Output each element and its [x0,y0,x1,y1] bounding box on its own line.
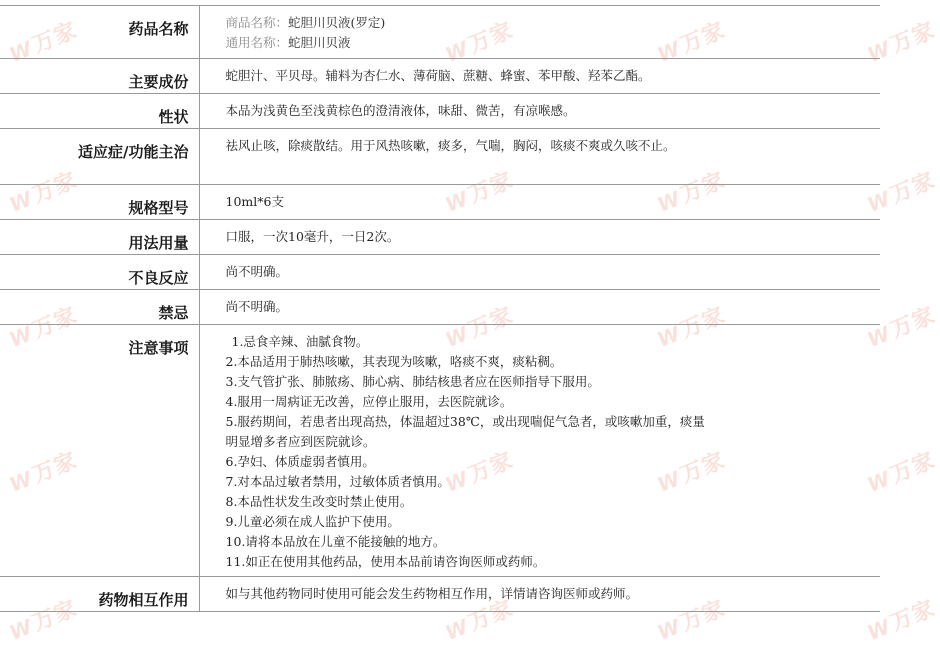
value-ingredients: 蛇胆汁、平贝母。辅料为杏仁水、薄荷脑、蔗糖、蜂蜜、苯甲酸、羟苯乙酯。 [199,59,880,94]
precaution-item: 9.儿童必须在成人监护下使用。 [225,514,400,529]
row-indications [0,129,880,185]
watermark: W万家 [653,303,730,352]
watermark: W万家 [653,168,730,217]
trade-name-prefix: 商品名称： [225,15,289,30]
value-indications: 祛风止咳，除痰散结。用于风热咳嗽，痰多，气喘，胸闷，咳痰不爽或久咳不止。 [199,129,880,185]
watermark: W万家 [863,448,940,497]
watermark: W万家 [863,303,940,352]
watermark: W万家 [441,303,518,352]
watermark: W万家 [5,168,82,217]
row-ingredients [0,59,880,94]
watermark: W万家 [5,303,82,352]
value-precautions [199,325,880,577]
row-dosage [0,220,880,255]
precaution-item: 2.本品适用于肺热咳嗽，其表现为咳嗽，咯痰不爽，痰粘稠。 [225,354,563,369]
row-adverse [0,255,880,290]
precaution-item: 3.支气管扩张、肺脓疡、肺心病、肺结核患者应在医师指导下服用。 [225,374,600,389]
precaution-item: 7.对本品过敏者禁用，过敏体质者慎用。 [225,474,450,489]
watermark: W万家 [863,596,940,645]
label-adverse: 不良反应 [0,255,199,290]
row-spec [0,185,880,220]
label-appearance: 性状 [0,94,199,129]
value-dosage: 口服，一次10毫升，一日2次。 [199,220,880,255]
precaution-item: 10.请将本品放在儿童不能接触的地方。 [225,534,446,549]
value-drug-name [199,6,880,59]
watermark: W万家 [863,168,940,217]
watermark: W万家 [5,596,82,645]
precaution-item: 4.服用一周病证无改善，应停止服用，去医院就诊。 [225,394,513,409]
precaution-item: 8.本品性状发生改变时禁止使用。 [225,494,413,509]
watermark: W万家 [653,448,730,497]
label-ingredients: 主要成份 [0,59,199,94]
generic-name: 蛇胆川贝液 [288,35,351,50]
trade-name-line [226,13,881,33]
watermark: W万家 [653,596,730,645]
label-contraindications: 禁忌 [0,290,199,325]
label-spec: 规格型号 [0,185,199,220]
watermark: W万家 [441,168,518,217]
label-precautions: 注意事项 [0,325,199,577]
generic-name-prefix: 通用名称： [225,35,289,50]
label-dosage: 用法用量 [0,220,199,255]
label-indications: 适应症/功能主治 [0,129,199,185]
value-spec: 10ml*6支 [199,185,880,220]
label-interactions: 药物相互作用 [0,577,199,612]
row-appearance [0,94,880,129]
precaution-item: 5.服药期间，若患者出现高热，体温超过38℃，或出现喘促气急者，或咳嗽加重，痰量 [225,414,705,429]
watermark: W万家 [5,18,82,67]
generic-name-line [226,33,881,53]
watermark: W万家 [653,18,730,67]
value-contraindications: 尚不明确。 [199,290,880,325]
value-interactions: 如与其他药物同时使用可能会发生药物相互作用，详情请咨询医师或药师。 [199,577,880,612]
value-adverse: 尚不明确。 [199,255,880,290]
trade-name: 蛇胆川贝液(罗定) [288,15,386,30]
precaution-item: 6.孕妇、体质虚弱者慎用。 [225,454,375,469]
watermark: W万家 [863,18,940,67]
watermark: W万家 [441,448,518,497]
precaution-item: 11.如正在使用其他药品，使用本品前请咨询医师或药师。 [225,554,546,569]
watermark: W万家 [5,448,82,497]
precaution-item: 明显增多者应到医院就诊。 [225,434,376,449]
row-drug-name [0,6,880,59]
label-drug-name: 药品名称 [0,6,199,59]
row-precautions [0,325,880,577]
drug-spec-table [0,5,880,612]
row-contraindications [0,290,880,325]
watermark: W万家 [441,18,518,67]
row-interactions [0,577,880,612]
value-appearance: 本品为浅黄色至浅黄棕色的澄清液体，味甜、微苦，有凉喉感。 [199,94,880,129]
watermark: W万家 [441,596,518,645]
precaution-item: 1.忌食辛辣、油腻食物。 [231,334,369,349]
